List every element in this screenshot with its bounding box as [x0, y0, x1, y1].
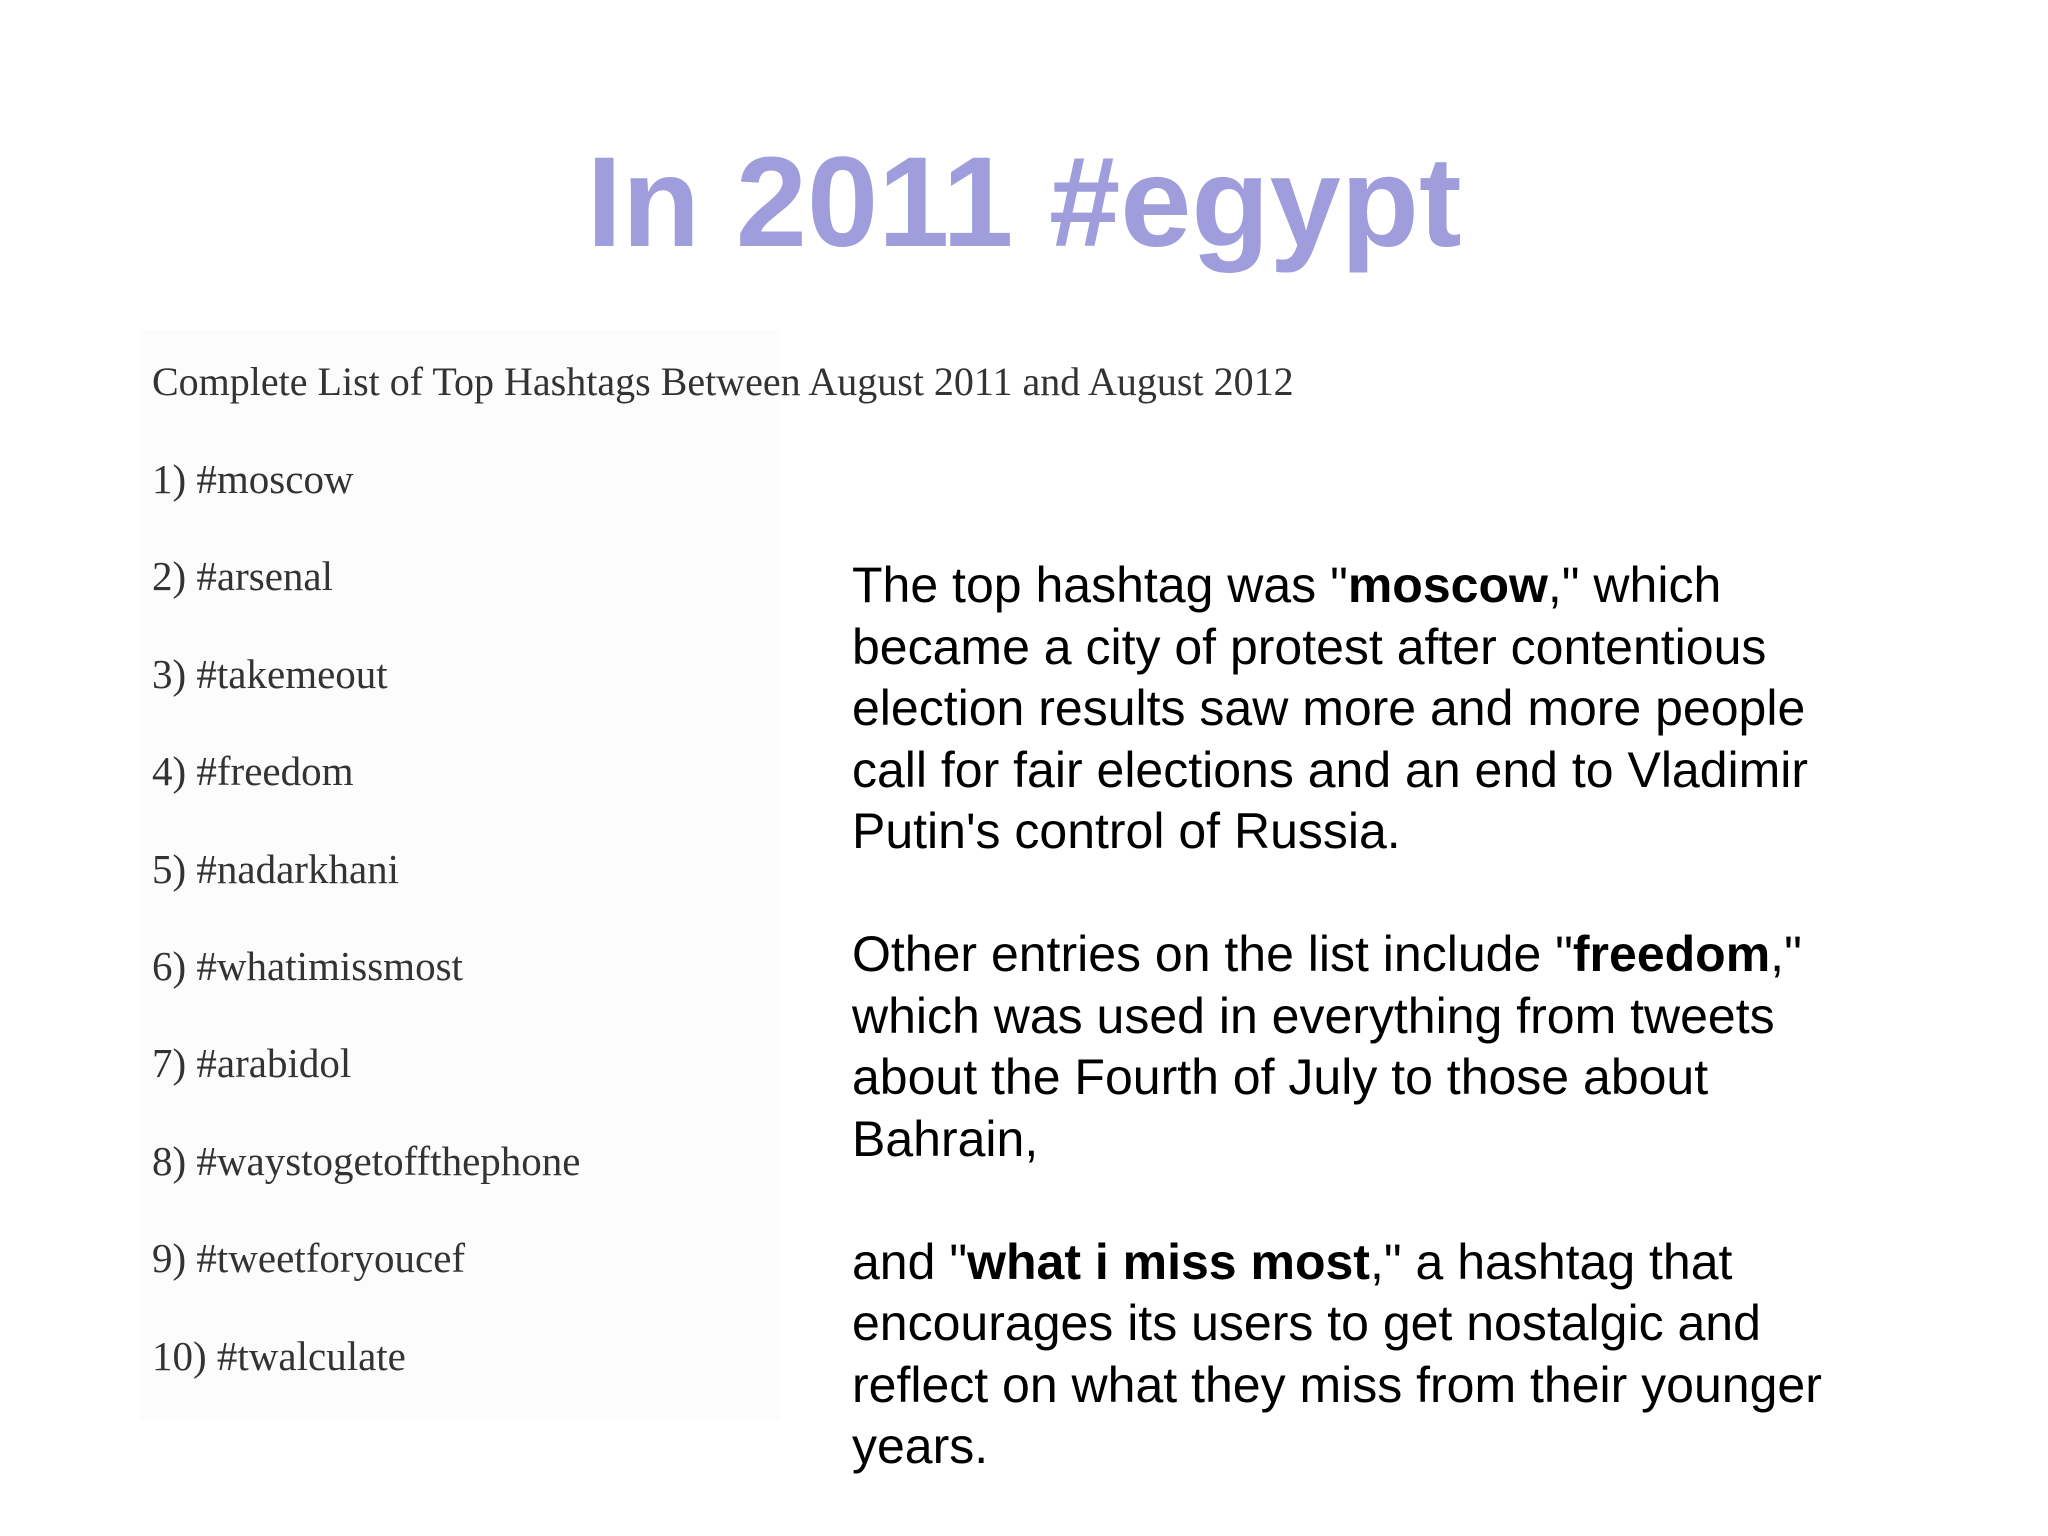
hashtag-item-9: 9) #tweetforyoucef: [152, 1235, 466, 1281]
hashtag-item-5: 5) #nadarkhani: [152, 846, 400, 892]
paragraph-moscow-post: ," which became a city of protest after contentious election results saw more and more people call for fair elections and an end to Vladimir Putin's control of Russia.: [852, 557, 1809, 859]
hashtag-item-6: 6) #whatimissmost: [152, 943, 463, 989]
paragraph-freedom-keyword: freedom: [1572, 926, 1771, 982]
paragraph-freedom-pre: Other entries on the list include ": [852, 926, 1573, 982]
paragraph-what-i-miss-most: [852, 1232, 1852, 1478]
paragraph-moscow: [852, 555, 1852, 863]
paragraph-what-i-miss-most-pre: and ": [852, 1233, 968, 1290]
paragraph-what-i-miss-most-post: ," a hashtag that encourages its users to get nostalgic and reflect on what they miss from their younger years.: [852, 1233, 1822, 1474]
paragraph-moscow-pre: The top hashtag was ": [852, 557, 1348, 613]
paragraph-moscow-keyword: moscow: [1347, 557, 1548, 613]
slide-title: In 2011 #egypt: [586, 131, 1462, 274]
hashtag-item-3: 3) #takemeout: [152, 651, 388, 697]
hashtag-item-4: 4) #freedom: [152, 748, 354, 794]
hashtag-item-2: 2) #arsenal: [152, 553, 333, 599]
paragraph-freedom: [852, 924, 1852, 1170]
paragraph-what-i-miss-most-keyword: what i miss most: [967, 1233, 1370, 1290]
hashtag-item-1: 1) #moscow: [152, 456, 354, 502]
paragraph-freedom-post: ," which was used in everything from tweets about the Fourth of July to those about Bahrain,: [852, 926, 1802, 1167]
body-text: [852, 555, 1852, 1478]
hashtag-item-10: 10) #twalculate: [152, 1333, 406, 1379]
hashtag-item-8: 8) #waystogetoffthephone: [152, 1138, 581, 1184]
list-heading: Complete List of Top Hashtags Between August 2011 and August 2012: [152, 359, 1294, 404]
hashtag-item-7: 7) #arabidol: [152, 1040, 352, 1086]
